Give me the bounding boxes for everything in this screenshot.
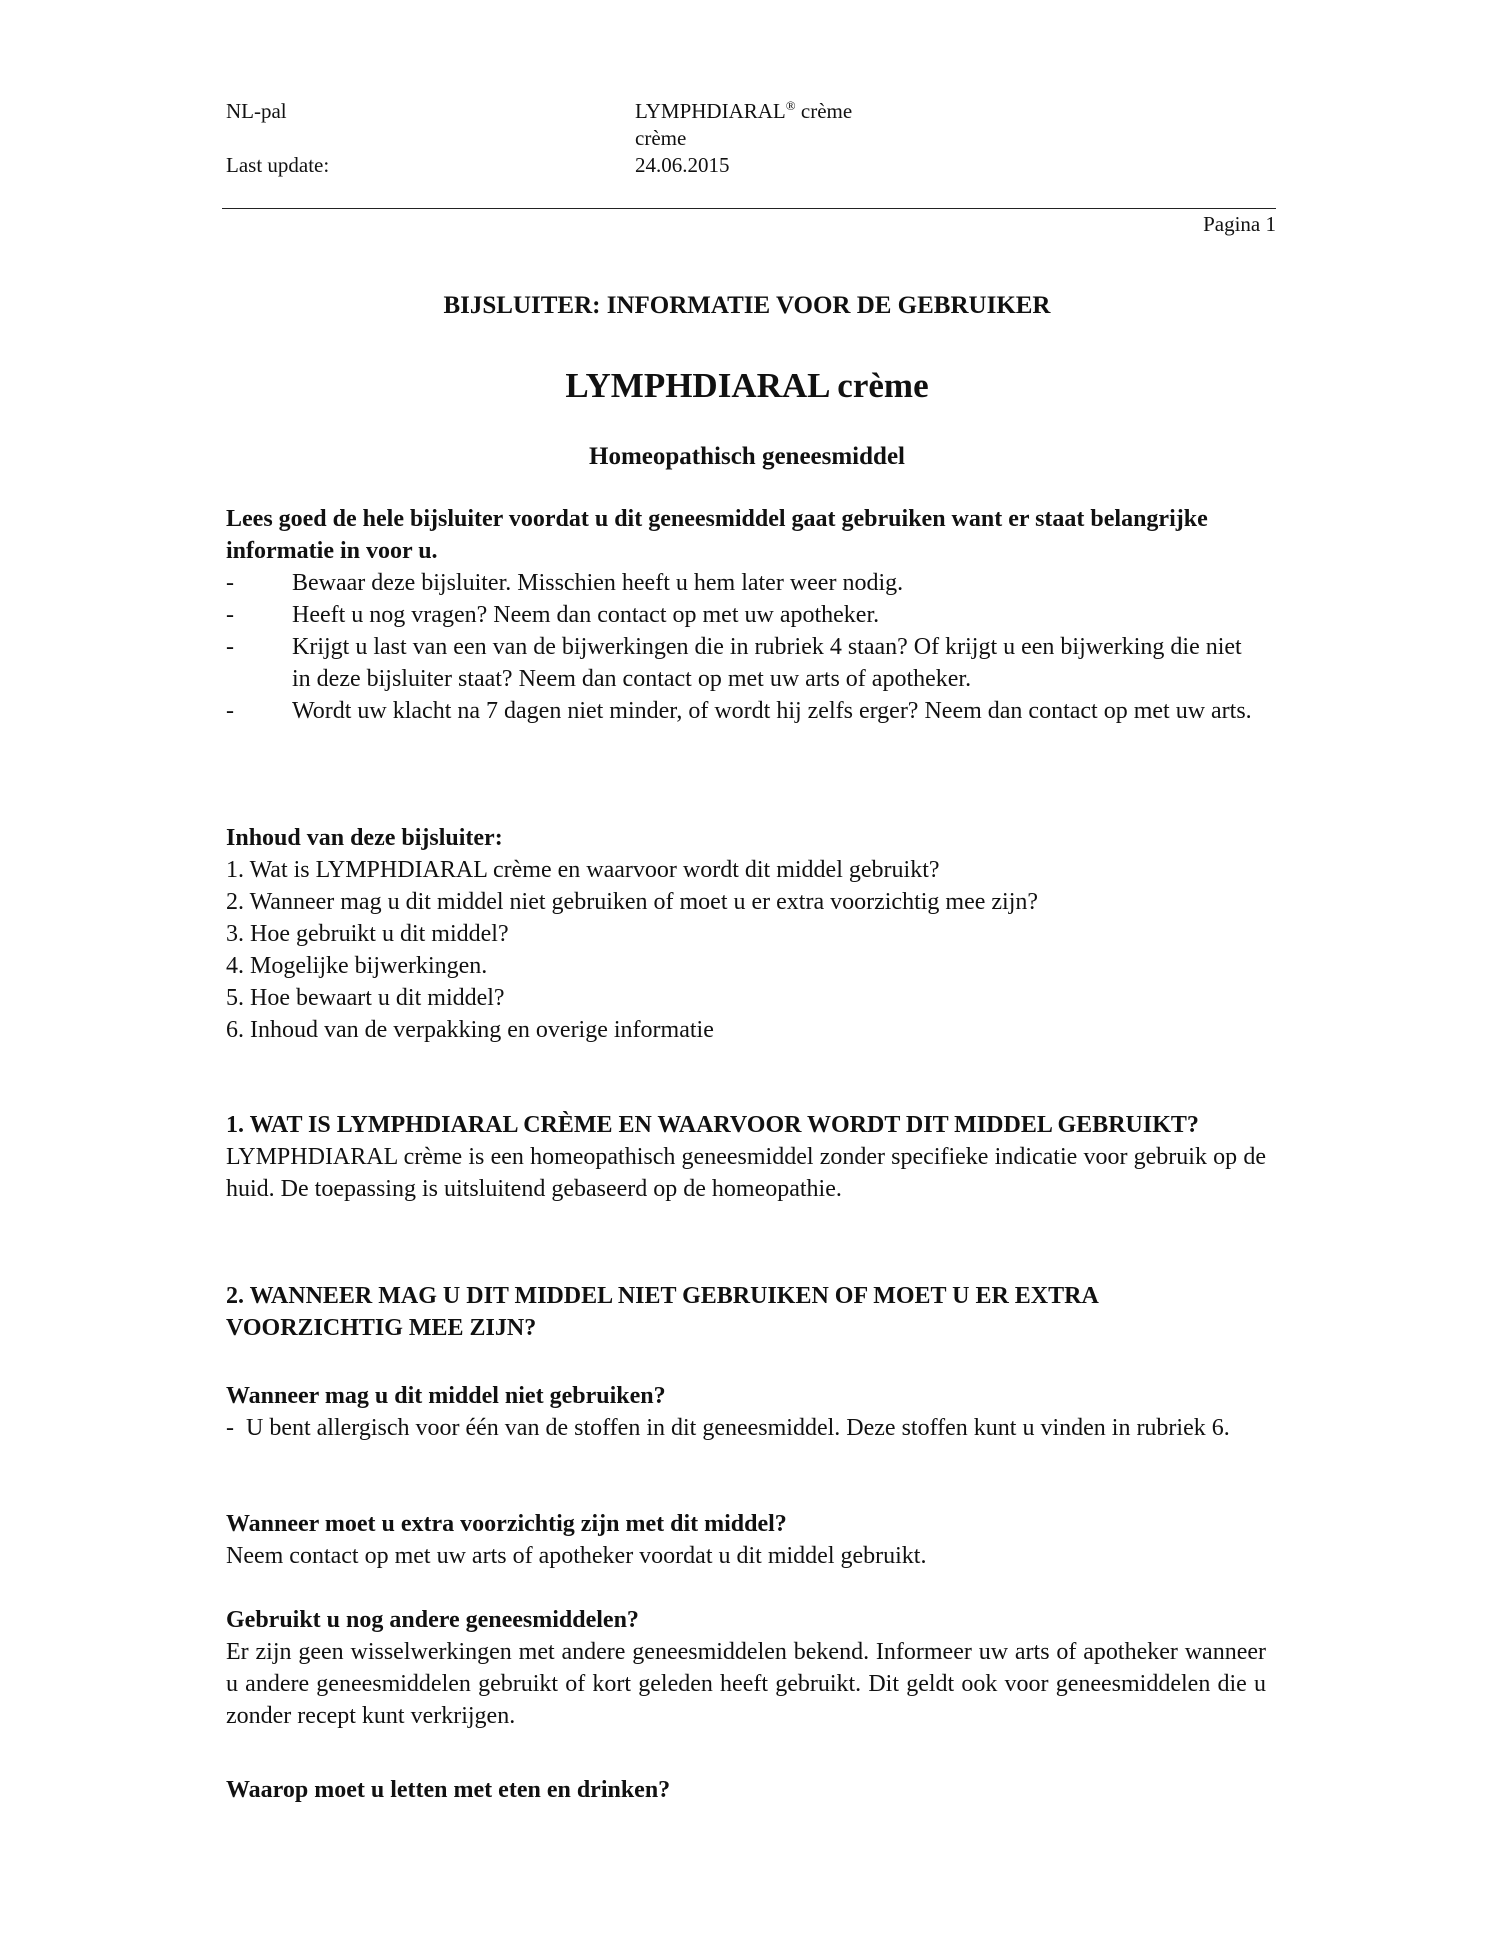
header-product <box>635 98 852 124</box>
registered-mark: ® <box>785 98 796 113</box>
contents-item: 6. Inhoud van de verpakking en overige informatie <box>226 1017 714 1043</box>
intro-bullet <box>226 695 1266 727</box>
bullet-dash: - <box>226 634 234 660</box>
intro-warning: Lees goed de hele bijsluiter voordat u dit geneesmiddel gaat gebruiken want er staat belangrijke informatie in voor u. <box>226 506 1208 564</box>
header-left-bottom: Last update: <box>226 153 330 177</box>
section-1-text: LYMPHDIARAL crème is een homeopathisch geneesmiddel zonder specifieke indicatie voor gebruik op de huid. De toepassing is uitsluitend gebaseerd op de homeopathie. <box>226 1144 1266 1202</box>
subsection-heading: Wanneer moet u extra voorzichtig zijn met dit middel? <box>226 1511 787 1537</box>
contraindication-item <box>226 1412 1266 1444</box>
subsection-heading: Waarop moet u letten met eten en drinken? <box>226 1777 671 1803</box>
subsection-heading: Wanneer mag u dit middel niet gebruiken? <box>226 1383 666 1409</box>
subsection-food-drink <box>226 1774 1266 1806</box>
contents-item: 2. Wanneer mag u dit middel niet gebruiken of moet u er extra voorzichtig mee zijn? <box>226 889 1039 915</box>
bullet-text: Bewaar deze bijsluiter. Misschien heeft u hem later weer nodig. <box>292 570 904 596</box>
section-2-heading: 2. WANNEER MAG U DIT MIDDEL NIET GEBRUIKEN OF MOET U ER EXTRA VOORZICHTIG MEE ZIJN? <box>226 1283 1098 1341</box>
subsection-heading: Gebruikt u nog andere geneesmiddelen? <box>226 1607 639 1633</box>
product-title: LYMPHDIARAL crème <box>565 366 929 405</box>
bullet-dash: - <box>226 602 234 628</box>
intro-bullet <box>226 567 1266 599</box>
contents-section <box>226 822 1266 1046</box>
precautions-text: Neem contact op met uw arts of apotheker voordat u dit middel gebruikt. <box>226 1543 927 1569</box>
section-1-heading: 1. WAT IS LYMPHDIARAL CRÈME EN WAARVOOR WORDT DIT MIDDEL GEBRUIKT? <box>226 1112 1199 1138</box>
contents-item: 5. Hoe bewaart u dit middel? <box>226 985 505 1011</box>
header-divider <box>222 208 1276 209</box>
header-product-name: LYMPHDIARAL <box>635 99 786 123</box>
section-2 <box>226 1280 1266 1344</box>
contents-item: 3. Hoe gebruikt u dit middel? <box>226 921 509 947</box>
contents-item: 1. Wat is LYMPHDIARAL crème en waarvoor wordt dit middel gebruikt? <box>226 857 940 883</box>
subsection-contraindications <box>226 1380 1266 1444</box>
interactions-text: Er zijn geen wisselwerkingen met andere geneesmiddelen bekend. Informeer uw arts of apotheker wanneer u andere geneesmiddelen gebruikt of kort geleden heeft gebruikt. Dit geldt ook voor geneesmiddelen die u zonder recept kunt verkrijgen. <box>226 1639 1266 1729</box>
bullet-text: Heeft u nog vragen? Neem dan contact op met uw apotheker. <box>292 602 880 628</box>
intro-section <box>226 503 1266 727</box>
bullet-dash: - <box>226 570 234 596</box>
header-product-form: crème <box>800 99 853 123</box>
bullet-dash: - <box>226 1415 234 1441</box>
bullet-text: Wordt uw klacht na 7 dagen niet minder, of wordt hij zelfs erger? Neem dan contact op met uw arts. <box>292 698 1252 724</box>
subsection-interactions <box>226 1604 1266 1732</box>
header-date: 24.06.2015 <box>635 153 730 177</box>
bullet-text: Krijgt u last van een van de bijwerkingen die in rubriek 4 staan? Of krijgt u een bijwerking die niet in deze bijsluiter staat? Neem dan contact op met uw arts of apotheker. <box>292 634 1242 692</box>
document-title: BIJSLUITER: INFORMATIE VOOR DE GEBRUIKER <box>443 292 1051 319</box>
product-subtitle: Homeopathisch geneesmiddel <box>589 443 905 470</box>
contents-item: 4. Mogelijke bijwerkingen. <box>226 953 488 979</box>
intro-bullet <box>226 599 1266 631</box>
intro-bullet <box>226 631 1266 695</box>
section-1 <box>226 1109 1266 1205</box>
contraindication-text: U bent allergisch voor één van de stoffen in dit geneesmiddel. Deze stoffen kunt u vinden in rubriek 6. <box>246 1415 1230 1441</box>
bullet-dash: - <box>226 698 234 724</box>
subsection-precautions <box>226 1508 1266 1572</box>
header-left-top: NL-pal <box>226 99 287 123</box>
page-number: Pagina 1 <box>1203 212 1276 236</box>
header-product-line2: crème <box>635 126 687 150</box>
contents-heading: Inhoud van deze bijsluiter: <box>226 825 503 851</box>
